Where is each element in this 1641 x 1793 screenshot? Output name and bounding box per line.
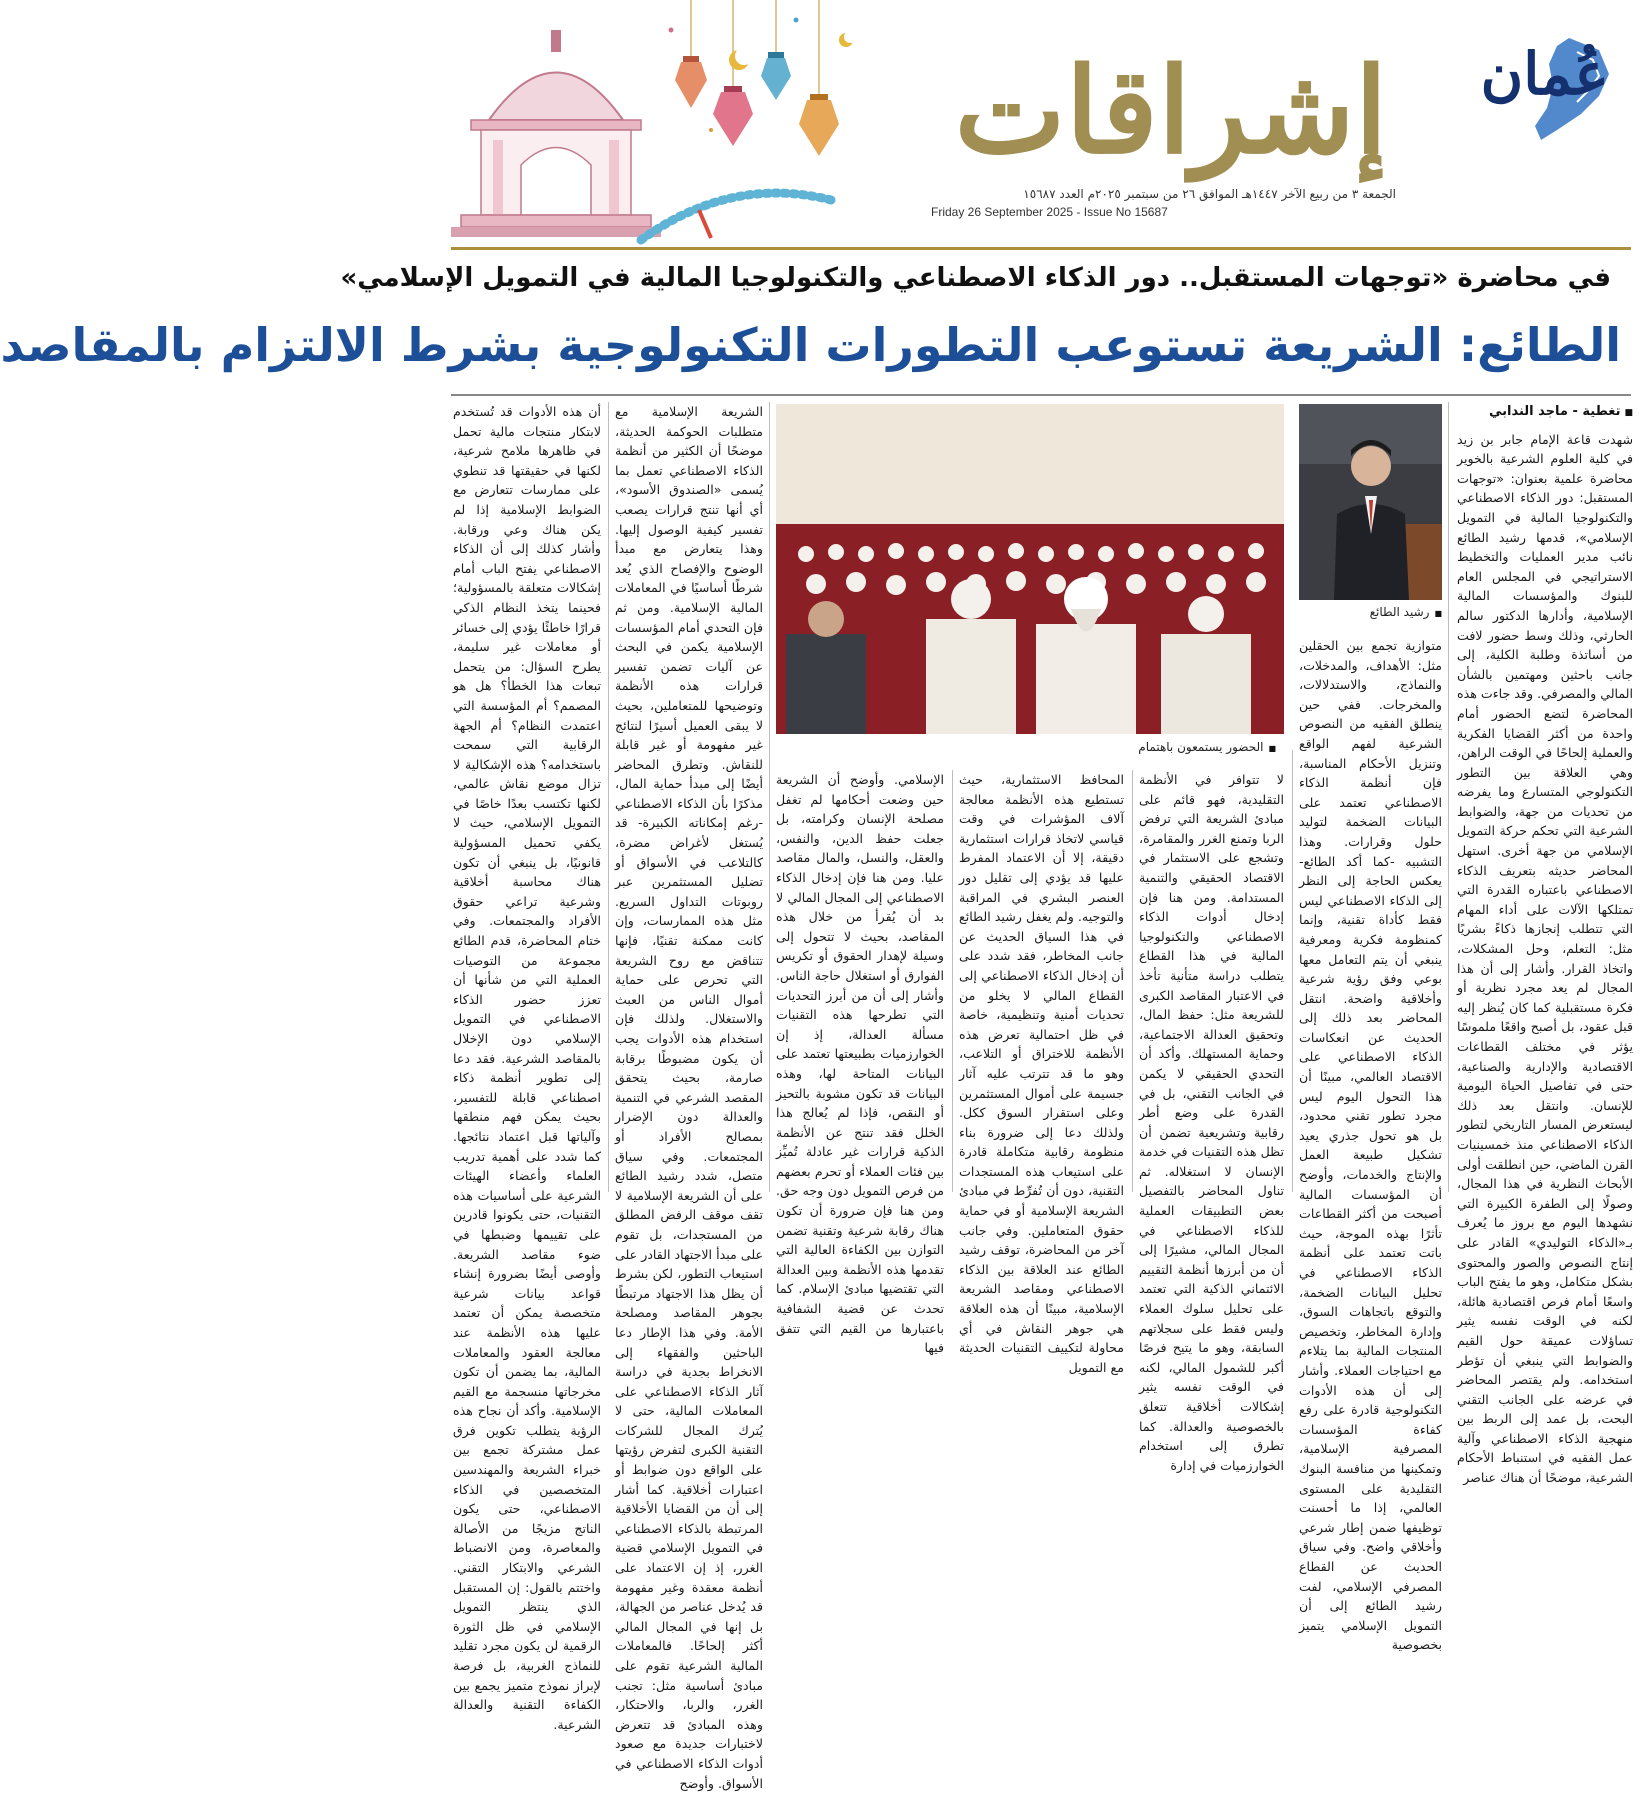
issue-date-english: Friday 26 September 2025 - Issue No 15687: [931, 205, 1168, 219]
article-headline: الطائع: الشريعة تستوعب التطورات التكنولوجية بشرط الالتزام بالمقاصد: [0, 318, 1621, 372]
column-text: شهدت قاعة الإمام جابر بن زيد في كلية العلوم الشرعية بالخوير محاضرة علمية بعنوان: «توجهات المستقبل: دور الذكاء الاصطناعي والتكنولوجيا المالية في التمويل الإسلامي»، قدمها رشيد الطائع نائب مدير العمليات والتخطيط الاستراتيجي في المجلس العام للبنوك والمؤسسات المالية الإسلامية، وأدارها الدكتور سالم الحارثي، وذلك وسط حضور لافت من أساتذة وطلبة الكلية، إلى جانب باحثين ومهتمين بالشأن المالي والمصرفي. وقد جاءت هذه المحاضرة لتضع الحضور أمام واحدة من أكثر القضايا الفكرية والعملية إلحاحًا في الوقت الراهن، وهي العلاقة بين التطور التكنولوجي المتسارع وما يفرضه من تحديات من جهة، والضوابط الشرعية التي تحكم حركة التمويل الإسلامي من جهة أخرى. استهل المحاضر حديثه بتعريف الذكاء الاصطناعي باعتباره القدرة التي تمتلكها الآلات على أداء المهام التي تتطلب إنجازها ذكاءً بشريًا مثل: التعلم، وحل المشكلات، واتخاذ القرار. وأشار إلى أن هذا المجال لم يعد مجرد نظرية أو فكرة مستقبلية كما كان يُنظر إليه قبل عقود، بل أصبح واقعًا ملموسًا يؤثر في مختلف القطاعات الاقتصادية والإدارية والصناعية، حتى في تفاصيل الحياة اليومية للإنسان. وانتقل بعد ذلك ليستعرض المسار التاريخي لتطور الذكاء الاصطناعي منذ خمسينيات القرن الماضي، حين انطلقت أولى الأبحاث النظرية في هذا المجال، وصولًا إلى الطفرة الكبيرة التي نشهدها اليوم مع بروز ما يُعرف بـ«الذكاء التوليدي» القادر على إنتاج النصوص والصور والمحتوى بشكل متكامل، وهو ما يفتح الباب واسعًا أمام فرص اقتصادية هائلة، لكنه في الوقت نفسه يثير تساؤلات عميقة حول القيم والضوابط التي ينبغي أن تؤطر استخدامه. ولم يقتصر المحاضر في عرضه على الجانب التقني البحت، بل عمد إلى الربط بين منهجية الذكاء الاصطناعي وآلية عمل الفقيه في استنباط الأحكام الشرعية، موضحًا أن هناك عناصر: [1457, 431, 1633, 1486]
section-title: إشراقات: [954, 41, 1388, 180]
column-divider: [952, 770, 953, 1192]
column-text: متوازية تجمع بين الحقلين مثل: الأهداف، والمدخلات، والنماذج، والاستدلالات، والمخرجات. ففي حين ينطلق الفقيه من النصوص الشرعية لفهم الواقع وتنزيل الأحكام المناسبة، فإن أنظمة الذكاء الاصطناعي تعتمد على البيانات الضخمة لتوليد حلول وقرارات. وهذا التشبيه -كما أكد الطائع- يعكس الحاجة إلى النظر إلى الذكاء الاصطناعي ليس فقط كأداة تقنية، وإنما كمنظومة فكرية ومعرفية ينبغي أن يتم التعامل معها بوعي وفق رؤية شرعية وأخلاقية واضحة. انتقل المحاضر بعد ذلك إلى الحديث عن انعكاسات الذكاء الاصطناعي على الاقتصاد العالمي، مبينًا أن هذا التحول اليوم ليس مجرد تطور تقني محدود، بل هو تحول جذري يعيد تشكيل طبيعة العمل والإنتاج والخدمات، وأوضح أن المؤسسات المالية أصبحت من أكثر القطاعات تأثرًا بهذه الموجة، حيث باتت تعتمد على أنظمة الذكاء الاصطناعي في تحليل البيانات الضخمة، والتوقع باتجاهات السوق، وإدارة المخاطر، وتخصيص المنتجات المالية بما يتلاءم مع احتياجات العملاء. وأشار إلى أن هذه الأدوات التكنولوجية قادرة على رفع كفاءة المؤسسات المصرفية الإسلامية، وتمكينها من منافسة البنوك التقليدية على المستوى العالمي، إذا ما أحسنت توظيفها ضمن إطار شرعي وأخلاقي واضح. وفي سياق الحديث عن القطاع المصرفي الإسلامي، لفت رشيد الطائع إلى أن التمويل الإسلامي يتميز بخصوصية: [1299, 638, 1442, 1653]
article-column-2: [1299, 636, 1442, 1653]
article-column-4: [959, 770, 1124, 1375]
audience-photo-image: [776, 404, 1284, 734]
masthead: [441, 0, 1641, 255]
masthead-divider: [451, 247, 1631, 250]
article-column-1: [1457, 402, 1633, 1486]
column-divider: [1292, 750, 1293, 1192]
speaker-caption: ■ رشيد الطائع: [1299, 605, 1442, 619]
mosque-pavilion-icon: [451, 30, 661, 237]
column-text: أن هذه الأدوات قد تُستخدم لابتكار منتجات مالية تحمل في ظاهرها ملامح شرعية، لكنها في حقيقتها قد تنطوي على ممارسات تتعارض مع الضوابط الإسلامية إذا لم يكن هناك وعي ورقابة. وأشار كذلك إلى أن الذكاء الاصطناعي يفتح الباب أمام إشكالات متعلقة بالمسؤولية؛ فحينما يتخذ النظام الذكي قرارًا خاطئًا يؤدي إلى خسائر أو معاملات غير سليمة، يطرح السؤال: من يتحمل تبعات هذا الخطأ؟ هل هو المصمم؟ أم المؤسسة التي اعتمدت النظام؟ أم الجهة الرقابية التي سمحت باستخدامه؟ هذه الإشكالية لا تزال موضع نقاش عالمي، لكنها تكتسب بعدًا خاصًا في التمويل الإسلامي، حيث لا يكفي تحميل المسؤولية قانونيًا، بل ينبغي أن تكون هناك محاسبة أخلاقية وشرعية تراعي حقوق الأفراد والمجتمعات. وفي ختام المحاضرة، قدم الطائع مجموعة من التوصيات العملية التي من شأنها أن تعزز حضور الذكاء الاصطناعي في التمويل الإسلامي دون الإخلال بالمقاصد الشرعية. فقد دعا إلى تطوير أنظمة ذكاء اصطناعي قابلة للتفسير، بحيث يمكن فهم منطقها وآلياتها قبل اعتماد نتائجها. كما شدد على أهمية تدريب العلماء وأعضاء الهيئات الشرعية على أساسيات هذه التقنيات، حتى يكونوا قادرين على تقييمها وضبطها في ضوء مقاصد الشريعة. وأوصى أيضًا بضرورة إنشاء قواعد بيانات شرعية متخصصة يمكن أن تعتمد عليها هذه الأنظمة عند معالجة العقود والمعاملات المالية، بما يضمن أن تكون مخرجاتها منسجمة مع القيم الإسلامية. وأكد أن نجاح هذه الرؤية يتطلب تكوين فرق عمل مشتركة تجمع بين خبراء الشريعة والمهندسين المتخصصين في الذكاء الاصطناعي، حتى يكون الناتج مزيجًا من الأصالة والمعاصرة، ومن الانضباط الشرعي والابتكار التقني. واختتم بالقول: إن المستقبل الذي ينتظر التمويل الإسلامي في ظل الثورة الرقمية لن يكون مجرد تقليد للنماذج الغربية، بل فرصة لإبراز نموذج متميز يجمع بين الكفاءة التقنية والعدالة الشرعية.: [453, 404, 601, 1732]
column-text: لا تتوافر في الأنظمة التقليدية، فهو قائم على مبادئ الشريعة التي ترفض الربا وتمنع الغرر والمقامرة، وتشجع على الاستثمار في الاقتصاد الحقيقي والتنمية المستدامة. ومن هنا فإن إدخال أدوات الذكاء الاصطناعي والتكنولوجيا المالية في هذا القطاع يتطلب دراسة متأنية تأخذ في الاعتبار المقاصد الكبرى للشريعة مثل: حفظ المال، وتحقيق العدالة الاجتماعية، وحماية المستهلك. وأكد أن التحدي الحقيقي لا يكمن في الجانب التقني، بل في القدرة على وضع أطر رقابية وتشريعية تضمن أن تظل هذه التقنيات في خدمة الإنسان لا استغلاله. ثم تناول المحاضر بالتفصيل بعض التطبيقات العملية للذكاء الاصطناعي في المجال المالي، مشيرًا إلى أن من أبرزها أنظمة التقييم الائتماني الذكية التي تعتمد على تحليل سلوك العملاء وليس فقط على سجلاتهم السابقة، وهو ما يتيح فرصًا أكبر للشمول المالي، لكنه في الوقت نفسه يثير إشكالات أخلاقية تتعلق بالخصوصية والعدالة. كما تطرق إلى استخدام الخوارزميات في إدارة: [1139, 772, 1284, 1473]
speaker-photo-image: [1299, 404, 1442, 600]
lantern-icon: [675, 56, 707, 108]
ramadan-decoration-illustration: [441, 0, 861, 255]
article-kicker: في محاضرة «توجهات المستقبل.. دور الذكاء الاصطناعي والتكنولوجيا المالية في التمويل الإسلامي»: [340, 263, 1611, 293]
column-text: الشريعة الإسلامية مع متطلبات الحوكمة الحديثة، موضحًا أن الكثير من أنظمة الذكاء الاصطناعي تعمل بما يُسمى «الصندوق الأسود»، أي أنها تنتج قرارات يصعب تفسير كيفية الوصول إليها. وهذا يتعارض مع مبدأ الوضوح والإفصاح الذي يُعد شرطًا أساسيًا في المعاملات المالية الإسلامية. ومن ثم فإن التحدي أمام المؤسسات الإسلامية يكمن في البحث عن آليات تضمن تفسير قرارات هذه الأنظمة وتوضيحها للمتعاملين، بحيث لا يبقى العميل أسيرًا لنتائج غير مفهومة أو غير قابلة للنقاش. وتطرق المحاضر أيضًا إلى مبدأ حماية المال، مذكرًا بأن الذكاء الاصطناعي -رغم إمكاناته الكبيرة- قد يُستغل لأغراض مضرة، كالتلاعب في الأسواق أو تضليل المستثمرين عبر روبوتات التداول السريع. مثل هذه الممارسات، وإن كانت ممكنة تقنيًا، فإنها تتناقض مع روح الشريعة التي تحرص على حماية أموال الناس من العبث والاستغلال. ولذلك فإن استخدام هذه الأدوات يجب أن يكون مضبوطًا برقابة صارمة، بحيث يتحقق المقصد الشرعي في التنمية والعدالة دون الإضرار بمصالح الأفراد أو المجتمعات. وفي سياق متصل، شدد رشيد الطائع على أن الشريعة الإسلامية لا تقف موقف الرفض المطلق من المستجدات، بل تقوم على مبدأ الاجتهاد القادر على استيعاب التطور، لكن بشرط أن يظل هذا الاجتهاد مرتبطًا بجوهر المقاصد ومصلحة الأمة. وفي هذا الإطار دعا الباحثين والفقهاء إلى الانخراط بجدية في دراسة آثار الذكاء الاصطناعي على المعاملات المالية، حتى لا يُترك المجال للشركات التقنية الكبرى لتفرض رؤيتها على الواقع دون ضوابط أو اعتبارات أخلاقية. كما أشار إلى أن من القضايا الأخلاقية المرتبطة بالذكاء الاصطناعي في التمويل الإسلامي قضية الغرر، إذ إن الاعتماد على أنظمة معقدة وغير مفهومة قد يُدخل عناصر من الجهالة، بل إنها في المجال المالي أكثر إلحاحًا. فالمعاملات المالية الشرعية تقوم على مبادئ أساسية مثل: تجنب الغرر، والربا، والاحتكار، وهذه المبادئ قد تتعرض لاختبارات جديدة مع صعود أدوات الذكاء الاصطناعي في الأسواق. وأوضح: [615, 404, 763, 1791]
audience-caption: ■ الحضور يستمعون باهتمام: [976, 740, 1276, 754]
column-text: الإسلامي. وأوضح أن الشريعة حين وضعت أحكامها لم تغفل مصلحة الإنسان وكرامته، بل جعلت حفظ الدين، والنفس، والعقل، والنسل، والمال مقاصد عليا. ومن هنا فإن إدخال الذكاء الاصطناعي إلى المجال المالي لا بد أن يُقرأ من خلال هذه المقاصد، بحيث لا تتحول إلى وسيلة لإهدار الحقوق أو تكريس الفوارق أو استغلال حاجة الناس. وأشار إلى أن من أبرز التحديات التي تطرحها هذه التقنيات مسألة العدالة، إذ إن الخوارزميات بطبيعتها تعتمد على البيانات المتاحة لها، وهذه البيانات قد تكون مشوبة بالتحيز أو النقص، فإذا لم يُعالج هذا الخلل فقد تنتج عن الأنظمة الذكية قرارات غير عادلة تُميِّز بين فئات العملاء أو تحرم بعضهم من فرص التمويل دون وجه حق. ومن هنا فإن ضرورة أن تكون هناك رقابة شرعية وتقنية تضمن التوازن بين الكفاءة العالية التي تقدمها هذه الأنظمة وبين العدالة التي تقتضيها مبادئ الإسلام. كما تحدث عن قضية الشفافية باعتبارها من القيم التي تتفق فيها: [776, 772, 944, 1356]
column-divider: [1448, 402, 1449, 1192]
lantern-icon: [761, 52, 791, 100]
issue-date-arabic: الجمعة ٣ من ربيع الآخر ١٤٤٧هـ الموافق ٢٦ من سبتمبر ٢٠٢٥م العدد ١٥٦٨٧: [1023, 187, 1396, 201]
column-divider: [769, 402, 770, 1192]
newspaper-name: عُمان: [1480, 40, 1609, 108]
article-column-3: [1139, 770, 1284, 1473]
speaker-photo: [1299, 404, 1442, 600]
lantern-icon: [713, 86, 753, 146]
audience-photo: [776, 404, 1284, 734]
article-column-5: [776, 770, 944, 1356]
prayer-beads-icon: [641, 193, 831, 240]
byline: ■ تغطية - ماجد الندابي: [1457, 402, 1633, 424]
column-text: المحافظ الاستثمارية، حيث تستطيع هذه الأنظمة معالجة آلاف المؤشرات في وقت قياسي لاتخاذ قرارات استثمارية دقيقة، إلا أن الاعتماد المفرط عليها قد يؤدي إلى تقليل دور العنصر البشري في المراقبة والتوجيه. ولم يغفل رشيد الطائع في هذا السياق الحديث عن جانب المخاطر، فقد شدد على أن إدخال الذكاء الاصطناعي إلى القطاع المالي لا يخلو من تحديات أمنية وتنظيمية، خاصة في ظل احتمالية تعرض هذه الأنظمة للاختراق أو التلاعب، وهو ما قد تترتب عليه آثار جسيمة على أموال المستثمرين وعلى استقرار السوق ككل. ولذلك دعا إلى ضرورة بناء منظومة رقابية متكاملة قادرة على استيعاب هذه المستجدات التقنية، دون أن تُفرِّط في مبادئ الشريعة الإسلامية أو في حماية حقوق المتعاملين. وفي جانب آخر من المحاضرة، توقف رشيد الطائع عند العلاقة بين الذكاء الاصطناعي ومقاصد الشريعة الإسلامية، مبينًا أن هذه العلاقة هي جوهر النقاش في أي محاولة لتكييف التقنيات الحديثة مع التمويل: [959, 772, 1124, 1375]
article-column-6: [615, 402, 763, 1791]
headline-divider: [451, 394, 1631, 396]
lantern-icon: [799, 94, 839, 156]
column-divider: [608, 402, 609, 1192]
column-divider: [1132, 770, 1133, 1192]
article-column-7: [453, 402, 601, 1732]
